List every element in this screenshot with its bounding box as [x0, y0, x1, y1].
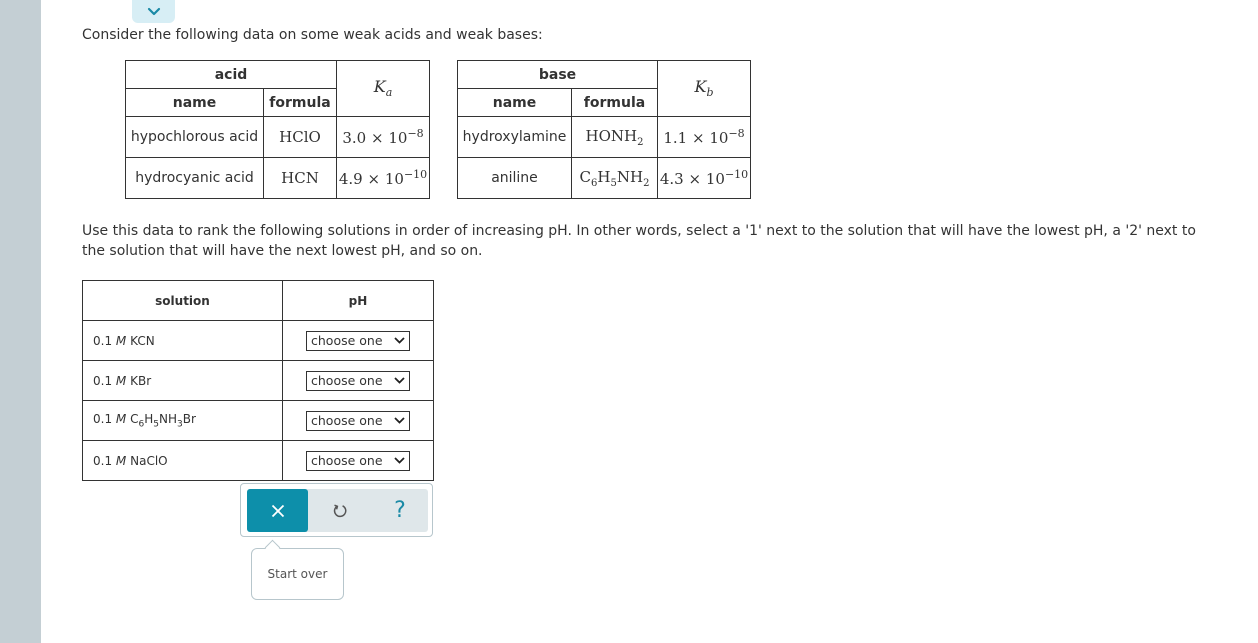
base-name: hydroxylamine [458, 117, 572, 158]
answer-toolbar [240, 483, 433, 537]
help-icon: ? [394, 498, 406, 523]
base-col-formula: formula [572, 89, 658, 117]
solution-label: 0.1 M KCN [83, 321, 283, 361]
ph-rank-select[interactable]: choose one [306, 451, 410, 471]
kb-header: $K_b$ [658, 61, 751, 117]
ph-rank-select[interactable]: choose one [306, 331, 410, 351]
base-col-name: name [458, 89, 572, 117]
base-formula: $C_6H_5NH_2$ [572, 158, 658, 199]
table-row [458, 158, 751, 199]
start-over-popover [251, 548, 344, 600]
chevron-down-icon [394, 457, 405, 464]
solution-label: 0.1 M NaClO [83, 441, 283, 481]
undo-icon [332, 503, 348, 519]
chevron-down-icon [147, 7, 161, 16]
col-ph-header: pH [283, 281, 434, 321]
acid-name: hypochlorous acid [126, 117, 264, 158]
table-row [458, 117, 751, 158]
table-row [126, 158, 430, 199]
help-button[interactable] [385, 489, 415, 532]
acid-formula: HClO [264, 117, 337, 158]
ph-rank-select[interactable]: choose one [306, 411, 410, 431]
base-group-header: base [458, 61, 658, 89]
base-name: aniline [458, 158, 572, 199]
base-formula: $HONH_2$ [572, 117, 658, 158]
instructions-text: Use this data to rank the following solutions in order of increasing pH. In other words, select a '1' next to the solution that will have the lowest pH, a '2' next to the solution that will have the next lowest pH, and so on. [82, 223, 1196, 259]
acid-formula: HCN [264, 158, 337, 199]
ranking-table [82, 280, 434, 481]
acid-table [125, 60, 430, 199]
clear-button[interactable] [247, 489, 308, 532]
solution-label: 0.1 M $C_6H_5NH_3Br$ [83, 401, 283, 441]
table-row [83, 401, 434, 441]
start-over-label: Start over [267, 567, 328, 581]
ph-rank-select[interactable]: choose one [306, 371, 410, 391]
ka-value: $3.0 \times 10^{-8}$ [337, 117, 430, 158]
acid-col-formula: formula [264, 89, 337, 117]
acid-name: hydrocyanic acid [126, 158, 264, 199]
col-solution-header: solution [83, 281, 283, 321]
acid-col-name: name [126, 89, 264, 117]
ka-value: $4.9 \times 10^{-10}$ [337, 158, 430, 199]
start-over-button[interactable] [251, 548, 344, 600]
chevron-down-icon [394, 377, 405, 384]
table-row [83, 361, 434, 401]
solution-label: 0.1 M KBr [83, 361, 283, 401]
chevron-down-icon [394, 417, 405, 424]
kb-value: $1.1 \times 10^{-8}$ [658, 117, 751, 158]
collapse-toggle[interactable] [132, 0, 175, 23]
base-table [457, 60, 751, 199]
close-icon [271, 504, 285, 518]
left-rail [0, 0, 41, 643]
ka-header: $K_a$ [337, 61, 430, 117]
table-row [126, 117, 430, 158]
table-row [83, 321, 434, 361]
kb-value: $4.3 \times 10^{-10}$ [658, 158, 751, 199]
undo-button[interactable] [325, 489, 355, 532]
acid-group-header: acid [126, 61, 337, 89]
table-row [83, 441, 434, 481]
intro-text: Consider the following data on some weak acids and weak bases: [82, 27, 543, 43]
chevron-down-icon [394, 337, 405, 344]
